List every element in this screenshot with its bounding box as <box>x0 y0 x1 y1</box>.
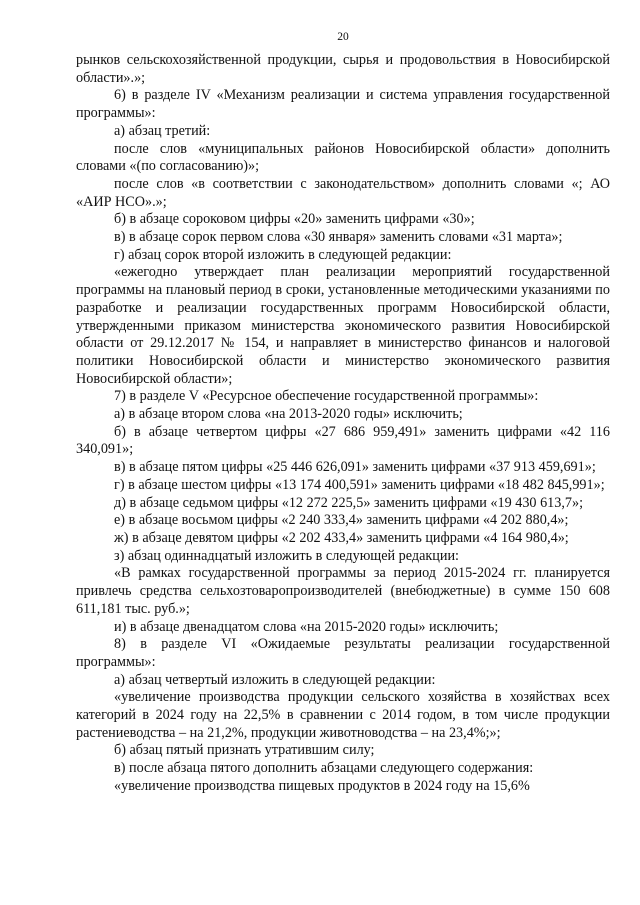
paragraph: в) после абзаца пятого дополнить абзацами следующего содержания: <box>114 760 534 777</box>
paragraph: 7) в разделе V «Ресурсное обеспечение государственной программы»: <box>114 388 539 405</box>
paragraph: г) абзац сорок второй изложить в следующей редакции: <box>114 246 452 263</box>
paragraph: д) в абзаце седьмом цифры «12 272 225,5» заменить цифрами «19 430 613,7»; <box>114 494 584 511</box>
paragraph: рынков сельскохозяйственной продукции, сырья и продовольствия в Новосибирской области».»; <box>76 52 610 86</box>
paragraph: «увеличение производства пищевых продуктов в 2024 году на 15,6% <box>114 777 530 794</box>
paragraph: а) абзац четвертый изложить в следующей редакции: <box>114 671 436 688</box>
paragraph: а) абзац третий: <box>114 122 211 139</box>
document-body <box>76 52 610 796</box>
paragraph: з) абзац одиннадцатый изложить в следующей редакции: <box>114 547 459 564</box>
paragraph: б) в абзаце четвертом цифры «27 686 959,491» заменить цифрами «42 116 340,091»; <box>76 423 610 458</box>
paragraph: 6) в разделе IV «Механизм реализации и система управления государственной программы»: <box>76 87 610 122</box>
document-page <box>76 30 610 796</box>
paragraph: «ежегодно утверждает план реализации мероприятий государственной программы на плановый период в сроки, установленные методическими указаниями по разработке и реализации государственных программ Новосибирской области, утвержденными приказом министерства экономического развития Новосибирской области от 29.12.2017 № 154, и направляет в министерство финансов и налоговой политики Новосибирской области и министерство экономического развития Новосибирской области»; <box>76 264 610 387</box>
paragraph: е) в абзаце восьмом цифры «2 240 333,4» заменить цифрами «4 202 880,4»; <box>114 512 569 529</box>
paragraph: в) в абзаце сорок первом слова «30 января» заменить словами «31 марта»; <box>114 229 563 246</box>
paragraph: в) в абзаце пятом цифры «25 446 626,091» заменить цифрами «37 913 459,691»; <box>114 459 596 476</box>
paragraph: и) в абзаце двенадцатом слова «на 2015-2020 годы» исключить; <box>114 618 499 635</box>
paragraph: 8) в разделе VI «Ожидаемые результаты реализации государственной программы»: <box>76 636 610 670</box>
paragraph: б) в абзаце сороковом цифры «20» заменить цифрами «30»; <box>114 211 475 228</box>
paragraph: после слов «муниципальных районов Новосибирской области» дополнить словами «(по согласованию)»; <box>76 140 610 175</box>
paragraph: б) абзац пятый признать утратившим силу; <box>114 742 375 759</box>
paragraph: а) в абзаце втором слова «на 2013-2020 годы» исключить; <box>114 406 463 423</box>
paragraph: «увеличение производства продукции сельского хозяйства в хозяйствах всех категорий в 2024 году на 22,5% в сравнении с 2014 годом, в том числе продукции растениеводства – на 21,2%, продукции животноводства – на 23,4%;»; <box>76 689 610 741</box>
paragraph: «В рамках государственной программы за период 2015-2024 гг. планируется привлечь средства сельхозтоваропроизводителей (внебюджетные) в сумме 150 608 611,181 тыс. руб.»; <box>76 565 610 617</box>
paragraph: г) в абзаце шестом цифры «13 174 400,591» заменить цифрами «18 482 845,991»; <box>114 476 605 493</box>
paragraph: ж) в абзаце девятом цифры «2 202 433,4» заменить цифрами «4 164 980,4»; <box>114 529 569 546</box>
page-number: 20 <box>337 31 349 43</box>
paragraph: после слов «в соответствии с законодательством» дополнить словами «; АО «АИР НСО».»; <box>76 175 610 210</box>
